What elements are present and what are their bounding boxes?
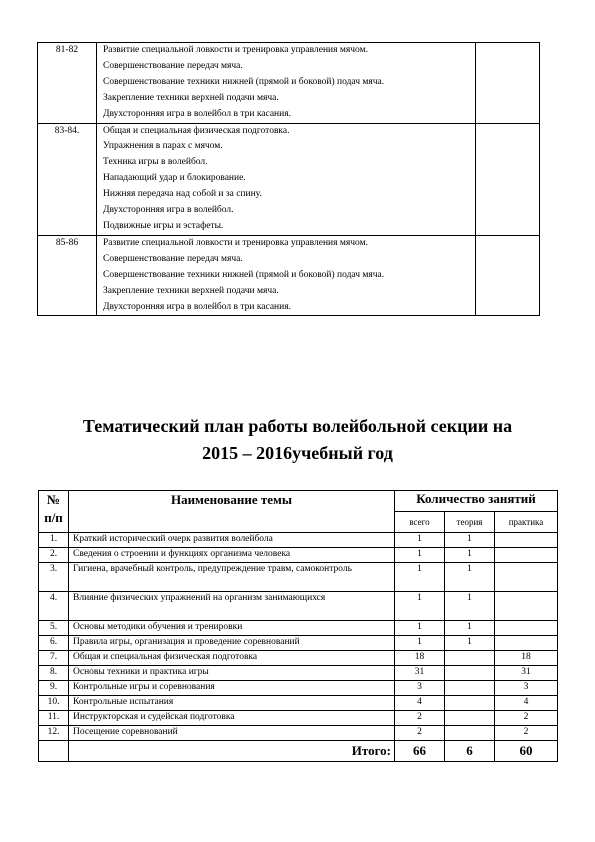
row-practice	[495, 592, 558, 621]
row-topic: Контрольные игры и соревнования	[69, 681, 395, 696]
row-theory: 1	[445, 636, 495, 651]
total-spacer	[39, 741, 69, 762]
row-topic: Сведения о строении и функциях организма человека	[69, 548, 395, 563]
table-row	[39, 711, 558, 726]
lesson-line: Закрепление техники верхней подачи мяча.	[103, 92, 279, 103]
row-number: 10.	[39, 696, 69, 711]
table-row	[39, 563, 558, 592]
lesson-description	[97, 235, 476, 316]
table-row	[39, 533, 558, 548]
row-number: 11.	[39, 711, 69, 726]
lesson-line: Двухсторонняя игра в волейбол в три касания.	[103, 108, 291, 119]
row-total: 1	[395, 533, 445, 548]
row-number: 12.	[39, 726, 69, 741]
row-total: 1	[395, 621, 445, 636]
lesson-line: Совершенствование передач мяча.	[103, 253, 243, 264]
header-practice: практика	[495, 512, 558, 533]
lesson-line: Развитие специальной ловкости и тренировка управления мячом.	[103, 45, 368, 55]
row-total: 1	[395, 563, 445, 592]
lesson-line: Техника игры в волейбол.	[103, 157, 208, 168]
lesson-row	[38, 43, 540, 124]
row-total: 4	[395, 696, 445, 711]
row-theory: 1	[445, 592, 495, 621]
row-theory: 1	[445, 621, 495, 636]
row-number: 4.	[39, 592, 69, 621]
row-number: 1.	[39, 533, 69, 548]
row-total: 31	[395, 666, 445, 681]
row-theory	[445, 696, 495, 711]
total-all: 66	[395, 741, 445, 762]
row-practice: 2	[495, 726, 558, 741]
header-count: Количество занятий	[395, 491, 558, 512]
lesson-description	[97, 123, 476, 235]
total-label: Итого:	[69, 741, 395, 762]
row-practice	[495, 563, 558, 592]
lesson-line: Нижняя передача над собой и за спину.	[103, 189, 262, 200]
row-theory	[445, 666, 495, 681]
table-row	[39, 621, 558, 636]
row-theory	[445, 681, 495, 696]
lesson-note-cell	[476, 235, 540, 316]
lesson-row	[38, 123, 540, 235]
lesson-line: Развитие специальной ловкости и тренировка управления мячом.	[103, 237, 368, 248]
lesson-line: Совершенствование передач мяча.	[103, 60, 243, 71]
row-topic: Влияние физических упражнений на организм занимающихся	[69, 592, 395, 621]
lesson-row	[38, 235, 540, 316]
lesson-line: Закрепление техники верхней подачи мяча.	[103, 285, 279, 296]
row-practice	[495, 636, 558, 651]
table-row	[39, 726, 558, 741]
row-theory	[445, 651, 495, 666]
row-number: 8.	[39, 666, 69, 681]
row-total: 2	[395, 711, 445, 726]
lesson-line: Двухсторонняя игра в волейбол в три касания.	[103, 301, 291, 312]
row-practice	[495, 533, 558, 548]
lesson-line: Нападающий удар и блокирование.	[103, 173, 246, 184]
row-number: 5.	[39, 621, 69, 636]
lessons-table	[37, 42, 540, 316]
row-topic: Основы техники и практика игры	[69, 666, 395, 681]
lesson-line: Двухсторонняя игра в волейбол.	[103, 205, 234, 216]
header-number-b: п/п	[44, 510, 63, 525]
page-title	[0, 413, 595, 467]
row-theory	[445, 726, 495, 741]
thematic-plan-table	[38, 490, 558, 762]
row-topic: Инструкторская и судейская подготовка	[69, 711, 395, 726]
row-total: 1	[395, 548, 445, 563]
total-practice: 60	[495, 741, 558, 762]
row-practice: 31	[495, 666, 558, 681]
lesson-number: 85-86	[38, 235, 97, 316]
table-row	[39, 666, 558, 681]
row-practice: 18	[495, 651, 558, 666]
lesson-line: Упражнения в парах с мячом.	[103, 141, 223, 152]
row-number: 3.	[39, 563, 69, 592]
title-line-1: Тематический план работы волейбольной секции на	[82, 416, 513, 436]
row-topic: Основы методики обучения и тренировки	[69, 621, 395, 636]
title-line-2: 2015 – 2016учебный год	[202, 443, 393, 463]
lesson-note-cell	[476, 43, 540, 124]
lesson-note-cell	[476, 123, 540, 235]
lesson-number: 81-82	[38, 43, 97, 124]
row-topic: Правила игры, организация и проведение соревнований	[69, 636, 395, 651]
row-theory: 1	[445, 563, 495, 592]
row-practice: 3	[495, 681, 558, 696]
row-total: 3	[395, 681, 445, 696]
row-total: 1	[395, 636, 445, 651]
header-theory: теория	[445, 512, 495, 533]
row-theory: 1	[445, 533, 495, 548]
row-number: 6.	[39, 636, 69, 651]
row-practice	[495, 621, 558, 636]
header-topic: Наименование темы	[69, 491, 395, 533]
row-practice: 4	[495, 696, 558, 711]
row-topic: Контрольные испытания	[69, 696, 395, 711]
lesson-line: Совершенствование техники нижней (прямой и боковой) подач мяча.	[103, 76, 385, 87]
table-row	[39, 636, 558, 651]
lesson-description	[97, 43, 476, 124]
header-number	[39, 491, 69, 533]
row-number: 9.	[39, 681, 69, 696]
row-theory	[445, 711, 495, 726]
row-topic: Общая и специальная физическая подготовка	[69, 651, 395, 666]
table-row	[39, 696, 558, 711]
row-theory: 1	[445, 548, 495, 563]
table-row	[39, 592, 558, 621]
row-topic: Посещение соревнований	[69, 726, 395, 741]
lesson-number: 83-84.	[38, 123, 97, 235]
row-topic: Гигиена, врачебный контроль, предупреждение травм, самоконтроль	[69, 563, 395, 592]
row-total: 18	[395, 651, 445, 666]
total-row	[39, 741, 558, 762]
table-row	[39, 681, 558, 696]
lesson-line: Подвижные игры и эстафеты.	[103, 220, 224, 231]
lesson-line: Общая и специальная физическая подготовка.	[103, 125, 290, 136]
row-practice: 2	[495, 711, 558, 726]
row-topic: Краткий исторический очерк развития волейбола	[69, 533, 395, 548]
row-total: 2	[395, 726, 445, 741]
row-number: 2.	[39, 548, 69, 563]
table-row	[39, 548, 558, 563]
table-row	[39, 651, 558, 666]
total-theory: 6	[445, 741, 495, 762]
header-number-a: №	[46, 492, 61, 507]
lesson-line: Совершенствование техники нижней (прямой и боковой) подач мяча.	[103, 269, 385, 280]
row-total: 1	[395, 592, 445, 621]
header-total: всего	[395, 512, 445, 533]
row-number: 7.	[39, 651, 69, 666]
row-practice	[495, 548, 558, 563]
